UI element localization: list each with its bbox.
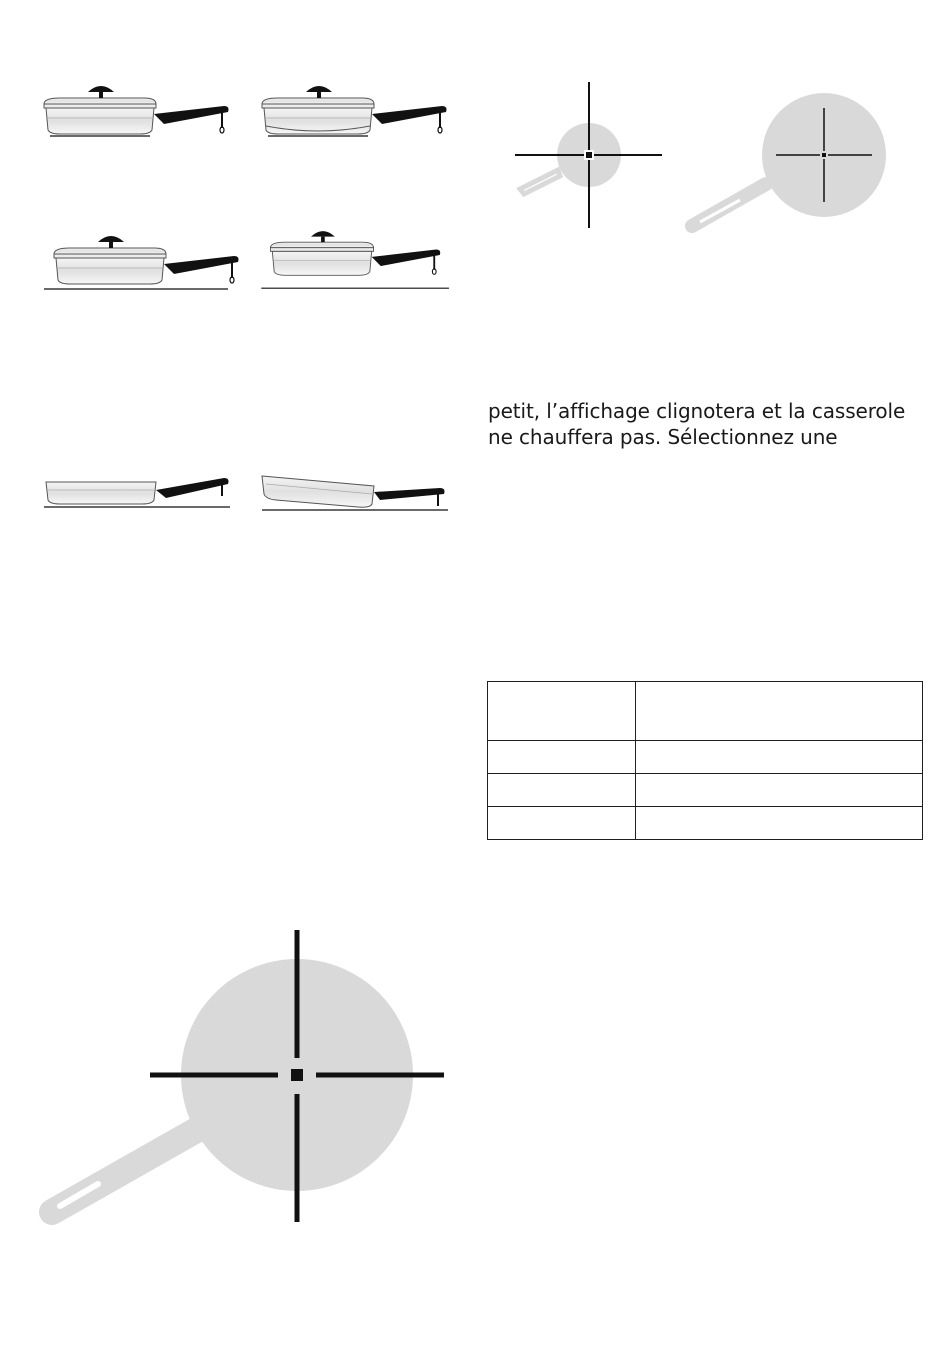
pan-open-tilted: [262, 476, 448, 510]
table-row: [488, 807, 923, 840]
table-cell: [636, 807, 923, 840]
table-cell: [636, 741, 923, 774]
table-cell: [488, 774, 636, 807]
small-pan-crosshair-diagram: [515, 82, 662, 228]
body-text: [488, 398, 928, 450]
pan-lid-warped-1: [262, 86, 447, 136]
table-row: [488, 774, 923, 807]
pan-lid-on-hob-1: [44, 236, 239, 289]
pan-size-table: [487, 681, 923, 840]
pan-lid-on-hob-2: [261, 231, 449, 288]
pan-lid-flat-1: [44, 86, 229, 136]
table-row: [488, 741, 923, 774]
large-pan-crosshair-diagram: [692, 93, 886, 226]
table-cell: [488, 807, 636, 840]
table-header-cell: [488, 682, 636, 741]
body-text-line-1: petit, l’affichage clignotera et la casserole: [488, 399, 906, 423]
table-header-cell: [636, 682, 923, 741]
body-text-line-2: ne chauffera pas. Sélectionnez une: [488, 425, 838, 449]
pan-open-flat: [44, 478, 230, 507]
table-header-row: [488, 682, 923, 741]
table-cell: [488, 741, 636, 774]
table-cell: [636, 774, 923, 807]
big-pan-crosshair-diagram: [52, 930, 444, 1222]
